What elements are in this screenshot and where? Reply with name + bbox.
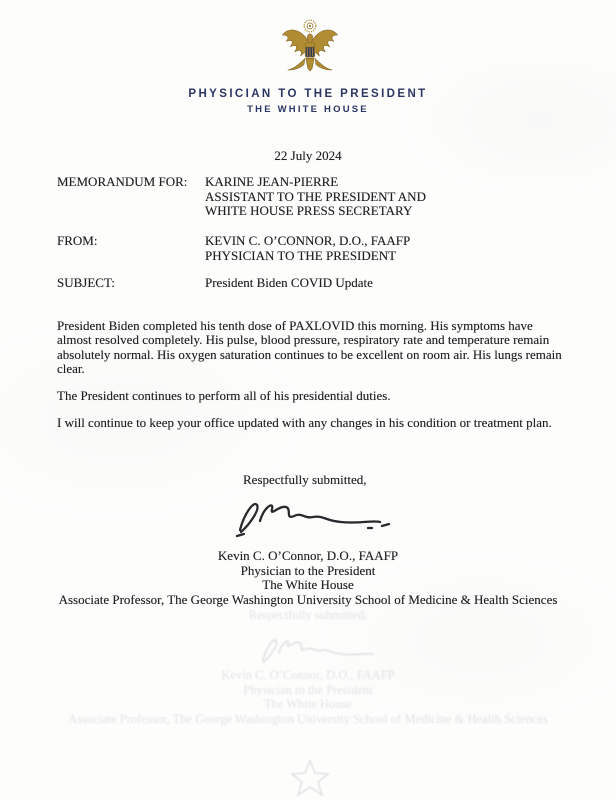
signer-name: Kevin C. O’Connor, D.O., FAAFP bbox=[217, 548, 399, 563]
memo-field-label: MEMORANDUM FOR: bbox=[57, 174, 188, 189]
bleedthrough-line: Physician to the President bbox=[243, 682, 373, 697]
bleedthrough-signature-block bbox=[0, 668, 616, 726]
closing-line: Respectfully submitted, bbox=[243, 472, 367, 487]
bleedthrough-star-icon bbox=[288, 758, 332, 798]
signer-title-2: The White House bbox=[262, 577, 354, 593]
memo-field-subject bbox=[57, 276, 373, 291]
bleedthrough-line: Kevin C. O’Connor, D.O., FAAFP bbox=[221, 668, 395, 682]
recipient-title-line1: ASSISTANT TO THE PRESIDENT AND bbox=[205, 188, 426, 204]
letterhead-office-title: PHYSICIAN TO THE PRESIDENT bbox=[188, 88, 428, 100]
memo-field-label: FROM: bbox=[57, 233, 98, 248]
bleedthrough-line: Associate Professor, The George Washington University School of Medicine & Health Sciences bbox=[68, 711, 548, 726]
bleedthrough-closing: Respectfully submitted, bbox=[248, 608, 368, 622]
signer-title-3: Associate Professor, The George Washington University School of Medicine & Health Sciences bbox=[58, 592, 558, 608]
memo-field-value bbox=[205, 175, 426, 219]
bleedthrough-line: The White House bbox=[264, 697, 352, 711]
sender-name: KEVIN C. O’CONNOR, D.O., FAAFP bbox=[205, 233, 411, 248]
memo-date: 22 July 2024 bbox=[274, 148, 342, 163]
memo-body bbox=[57, 319, 565, 444]
memo-field-value bbox=[205, 276, 373, 291]
handwritten-signature-icon bbox=[230, 494, 395, 542]
recipient-title-line2: WHITE HOUSE PRESS SECRETARY bbox=[205, 203, 413, 219]
body-paragraph-1: President Biden completed his tenth dose of PAXLOVID this morning. His symptoms have almost resolved completely. His pulse, blood pressure, respiratory rate and temperature remain absolutely normal. His oxygen saturation continues to be excellent on room air. His lungs remain clear. bbox=[57, 318, 562, 376]
signer-title-1: Physician to the President bbox=[240, 562, 376, 578]
sender-title: PHYSICIAN TO THE PRESIDENT bbox=[205, 247, 397, 263]
memo-field-from bbox=[57, 234, 410, 263]
subject-text: President Biden COVID Update bbox=[205, 275, 373, 290]
body-paragraph-2: The President continues to perform all of his presidential duties. bbox=[57, 388, 391, 404]
memo-field-value bbox=[205, 234, 410, 263]
memo-field-to bbox=[57, 175, 426, 219]
bleedthrough-signature-icon bbox=[255, 632, 385, 670]
letterhead-institution: THE WHITE HOUSE bbox=[247, 104, 369, 115]
memo-field-label: SUBJECT: bbox=[57, 275, 115, 290]
presidential-eagle-seal-icon bbox=[277, 18, 343, 88]
signature-block bbox=[0, 549, 616, 608]
recipient-name: KARINE JEAN-PIERRE bbox=[205, 174, 339, 189]
body-paragraph-3: I will continue to keep your office updated with any changes in his condition or treatment plan. bbox=[57, 415, 552, 431]
